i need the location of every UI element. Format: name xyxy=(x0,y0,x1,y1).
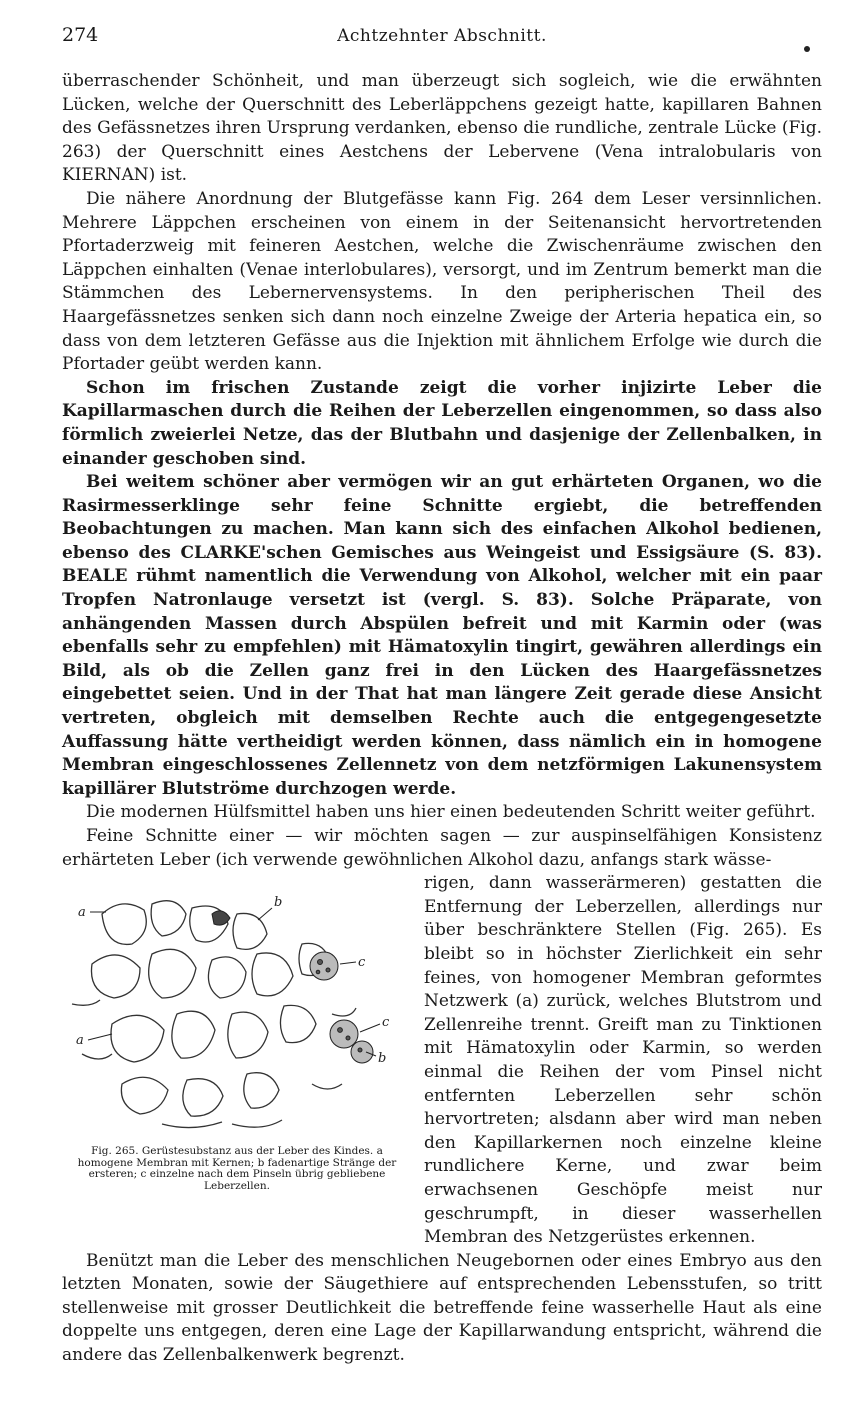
figure-block xyxy=(62,872,822,1250)
figure-label-c-top: c xyxy=(358,955,366,971)
figure-label-c-right: c xyxy=(382,1015,390,1031)
figure-label-a-top: a xyxy=(78,905,86,921)
figure-caption: Fig. 265. Gerüstesubstanz aus der Leber des Kindes. a homogene Membran mit Kernen; b fadenartige Stränge der ersteren; c einzelne nach dem Pinseln übrig gebliebene Leberzellen. xyxy=(77,1145,397,1192)
paragraph-2: Die nähere Anordnung der Blutgefässe kann Fig. 264 dem Leser versinnlichen. Mehrere Läppchen erscheinen von einem in der Seitenansicht hervortretenden Pfortaderzweig mit feineren Aestchen, welche die Zwischenräume zwischen den Läppchen einhalten (Venae interlobulares), versorgt, und im Zentrum bemerkt man die Stämmchen des Lebernervensystems. In den peripherischen Theil des Haargefässnetzes senken sich dann noch einzelne Zweige der Arteria hepatica ein, so dass von dem letzteren Gefässe aus die Injektion mit ähnlichem Erfolge wie durch die Pfortader geübt werden kann. xyxy=(62,188,822,375)
figure-label-a-left: a xyxy=(76,1033,84,1049)
running-head: Achtzehnter Abschnitt. xyxy=(337,26,547,46)
figure-label-b-right: b xyxy=(378,1051,387,1067)
figure-265 xyxy=(62,872,412,1194)
paragraph-4: Bei weitem schöner aber vermögen wir an gut erhärteten Organen, wo die Rasirmesserklinge sehr feine Schnitte ergiebt, die betreffenden Beobachtungen zu machen. Man kann sich des einfachen Alkohol bedienen, ebenso des CLARKE'schen Gemisches aus Weingeist und Essigsäure (S. 83). BEALE rühmt namentlich die Verwendung von Alkohol, welcher mit ein paar Tropfen Natronlauge versetzt ist (vergl. S. 83). Solche Präparate, von anhängenden Massen durch Abspülen befreit und mit Karmin oder (was ebenfalls sehr zu empfehlen) mit Hämatoxylin tingirt, gewähren allerdings ein Bild, als ob die Zellen ganz frei in den Lücken des Haargefässnetzes eingebettet seien. Und in der That hat man längere Zeit gerade diese Ansicht vertreten, obgleich mit demselben Rechte auch die entgegengesetzte Auffassung hätte vertheidigt werden können, dass nämlich ein in homogene Membran eingeschlossenes Zellennetz von dem netzförmigen Lakunensystem kapillärer Blutströme durchzogen werde. xyxy=(62,472,822,799)
figure-label-b-top: b xyxy=(274,895,283,911)
paragraph-3: Schon im frischen Zustande zeigt die vorher injizirte Leber die Kapillarmaschen durch die Reihen der Leberzellen eingenommen, so dass also förmlich zweierlei Netze, das der Blutbahn und dasjenige der Zellenbalken, in einander geschoben sind. xyxy=(62,377,822,469)
figure-wrap-text xyxy=(424,872,822,1250)
paragraph-1: überraschender Schönheit, und man überzeugt sich sogleich, wie die erwähnten Lücken, welche der Querschnitt des Leberläppchens gezeigt hatte, kapillaren Bahnen des Gefässnetzes ihren Ursprung verdanken, ebenso die rundliche, zentrale Lücke (Fig. 263) der Querschnitt eines Aestchens der Lebervene (Vena intralobularis von KIERNAN) ist. xyxy=(62,71,822,186)
paragraph-5: Die modernen Hülfsmittel haben uns hier einen bedeutenden Schritt weiter geführt. xyxy=(86,802,816,823)
liver-tissue-illustration xyxy=(62,884,412,1144)
paragraph-6: Feine Schnitte einer — wir möchten sagen — zur auspinselfähigen Konsistenz erhärteten Leber (ich verwende gewöhnlichen Alkohol dazu, anfangs stark wässe- xyxy=(62,826,822,870)
page-header xyxy=(62,24,822,52)
page-body xyxy=(62,70,822,1368)
figure-wrap-paragraph: rigen, dann wasserärmeren) gestatten die Entfernung der Leberzellen, allerdings nur über beschränktere Stellen (Fig. 265). Es bleibt so in höchster Zierlichkeit ein sehr feines, von homogener Membran geformtes Netzwerk (a) zurück, welches Blutstrom und Zellenreihe trennt. Greift man zu Tinktionen mit Hämatoxylin oder Karmin, so werden einmal die Reihen der vom Pinsel nicht entfernten Leberzellen sehr schön hervortreten; alsdann aber wird man neben den Kapillarkernen noch einzelne kleine rundlichere Kerne, und zwar beim erwachsenen Geschöpfe meist nur geschrumpft, in dieser wasserhellen Membran des Netzgerüstes erkennen. xyxy=(424,873,822,1248)
paragraph-last: Benützt man die Leber des menschlichen Neugebornen oder eines Embryo aus den letzten Monaten, sowie der Säugethiere auf entsprechenden Lebensstufen, so tritt stellenweise mit grosser Deutlichkeit die betreffende feine wasserhelle Haut als eine doppelte uns entgegen, deren eine Lage der Kapillarwandung entspricht, während die andere das Zellenbalkenwerk begrenzt. xyxy=(62,1250,822,1366)
page-number: 274 xyxy=(62,24,99,46)
ink-dot xyxy=(804,46,810,52)
